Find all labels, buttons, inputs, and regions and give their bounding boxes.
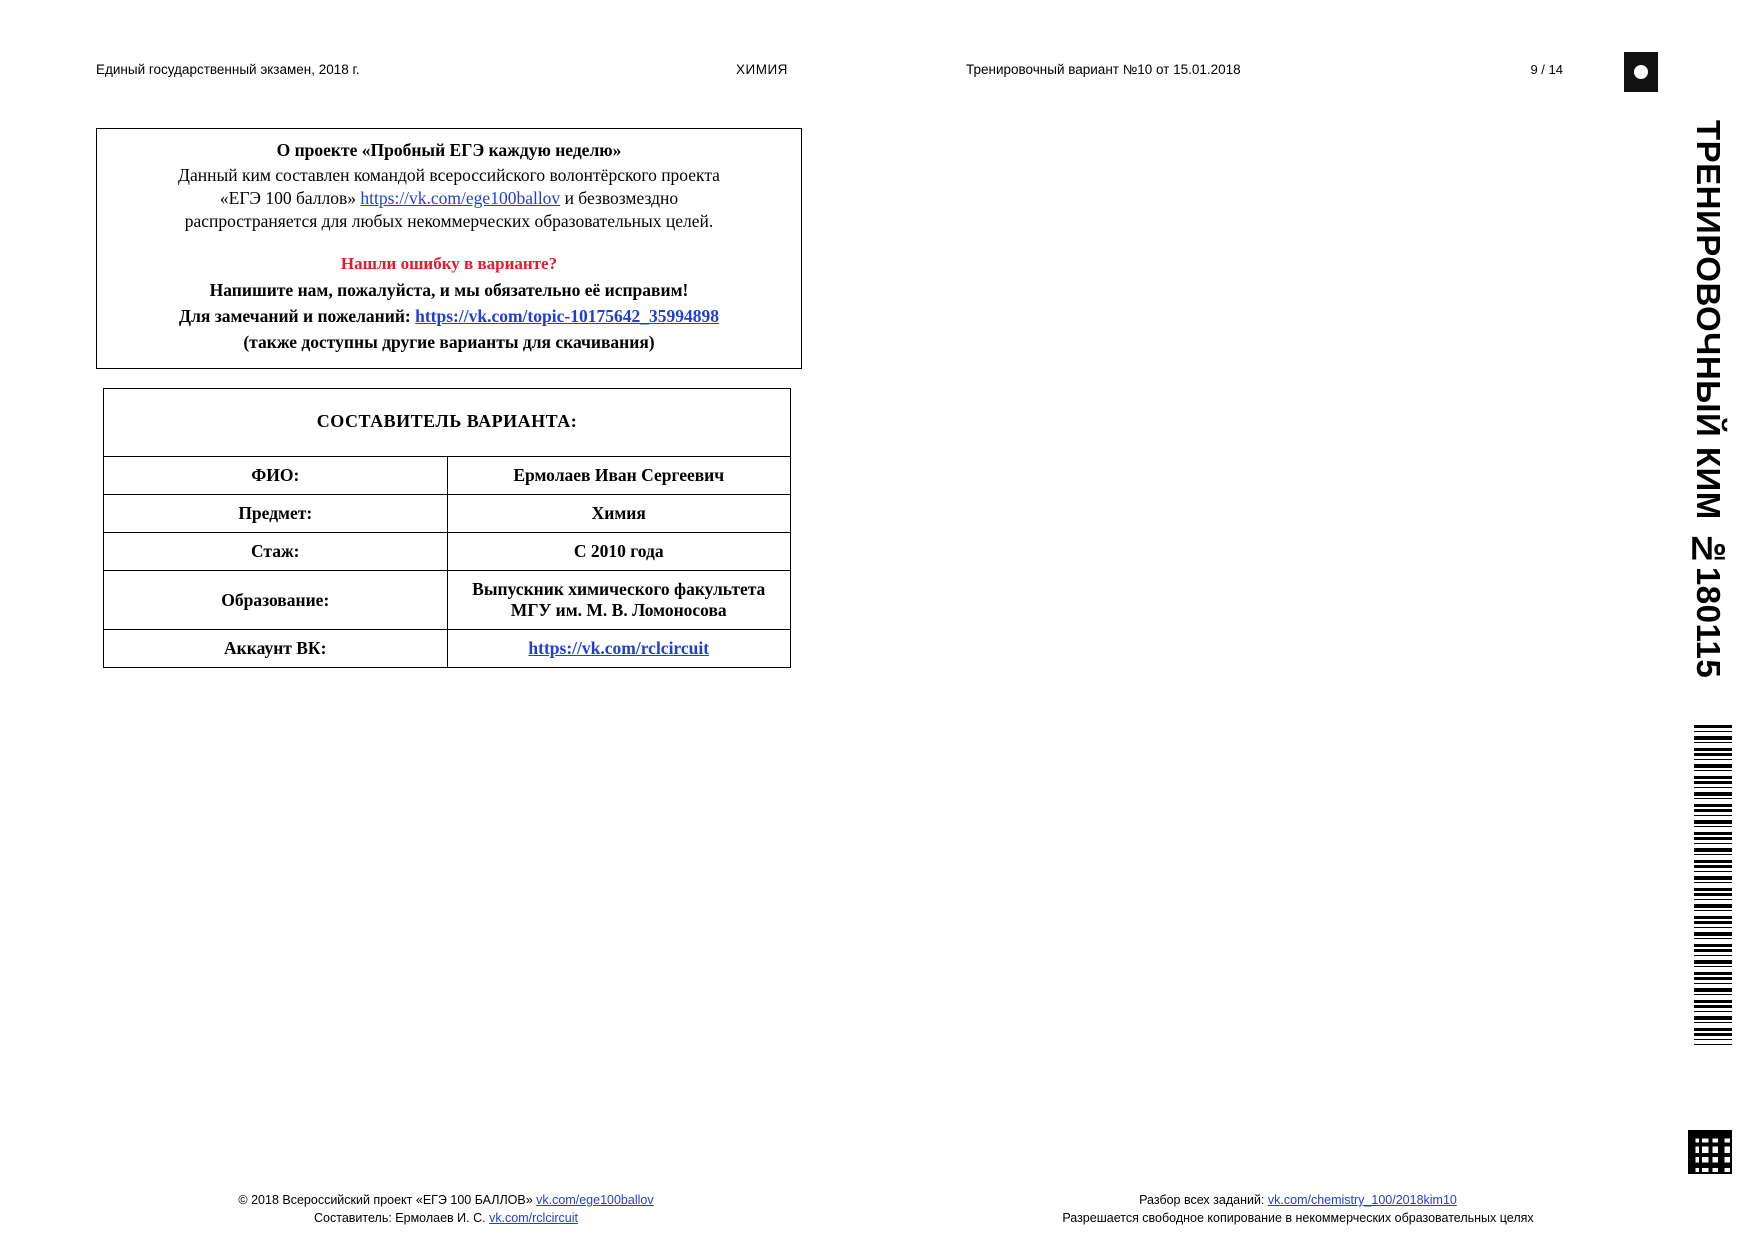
footer-author-line: [196, 1209, 696, 1227]
notice-title: О проекте «Пробный ЕГЭ каждую неделю»: [276, 140, 622, 160]
remarks-topic-link[interactable]: https://vk.com/topic-10175642_35994898: [415, 305, 719, 326]
author-education-line1: Выпускник химического факультета: [472, 579, 766, 599]
author-table-heading: СОСТАВИТЕЛЬ ВАРИАНТА:: [104, 389, 791, 457]
author-experience-value: С 2010 года: [447, 533, 791, 571]
author-education-label: Образование:: [104, 571, 448, 630]
footer-author-vk-link[interactable]: vk.com/rclcircuit: [489, 1211, 578, 1226]
header-subject: ХИМИЯ: [736, 62, 788, 77]
notice-paragraph-suffix: и безвозмездно: [560, 188, 679, 209]
footer-solutions-line: [998, 1191, 1598, 1209]
footer-solutions-text: Разбор всех заданий:: [1139, 1193, 1268, 1207]
author-vk-value: [447, 630, 791, 668]
notice-paragraph-line1: Данный ким составлен командой всероссийского волонтёрского проекта: [178, 165, 720, 186]
notice-error-title: Нашли ошибку в варианте?: [340, 254, 558, 274]
author-education-value: [447, 571, 791, 630]
barcode-icon: [1694, 725, 1732, 1045]
author-vk-label: Аккаунт ВК:: [104, 630, 448, 668]
vertical-kim-title: ТРЕНИРОВОЧНЫЙ КИМ №180115: [1690, 120, 1727, 679]
notice-also-available: (также доступны другие варианты для скачивания): [243, 332, 655, 352]
footer-copyright-line: [196, 1191, 696, 1209]
table-row: [104, 389, 791, 457]
table-row: [104, 457, 791, 495]
table-row: [104, 630, 791, 668]
project-notice-box: [96, 128, 802, 369]
footer-solutions-link[interactable]: vk.com/chemistry_100/2018kim10: [1267, 1193, 1457, 1207]
notice-paragraph-prefix: «ЕГЭ 100 баллов»: [219, 188, 361, 209]
author-experience-label: Стаж:: [104, 533, 448, 571]
notice-remarks-line: [111, 305, 787, 328]
header-variant: Тренировочный вариант №10 от 15.01.2018: [966, 62, 1241, 77]
footer-right-block: [998, 1191, 1598, 1227]
author-info-table: [103, 388, 791, 668]
notice-paragraph-line3: распространяется для любых некоммерческих образовательных целей.: [184, 211, 714, 232]
page-header: [96, 62, 1658, 84]
footer-ege100ballov-link[interactable]: vk.com/ege100ballov: [536, 1193, 654, 1207]
author-name-value: Ермолаев Иван Сергеевич: [447, 457, 791, 495]
footer-left-block: [196, 1191, 696, 1227]
footer-copy-permission: Разрешается свободное копирование в некоммерческих образовательных целях: [1062, 1211, 1534, 1226]
header-exam-label: Единый государственный экзамен, 2018 г.: [96, 62, 360, 77]
table-row: [104, 495, 791, 533]
table-row: [104, 533, 791, 571]
author-education-line2: МГУ им. М. В. Ломоносова: [510, 600, 727, 620]
author-vk-link[interactable]: https://vk.com/rclcircuit: [528, 638, 710, 658]
notice-remarks-label: Для замечаний и пожеланий:: [179, 305, 416, 326]
table-row: [104, 571, 791, 630]
author-subject-value: Химия: [447, 495, 791, 533]
notice-paragraph-line2: [111, 187, 787, 210]
footer-author-text: Составитель: Ермолаев И. С.: [314, 1211, 490, 1226]
notice-write-us: Напишите нам, пожалуйста, и мы обязательно её исправим!: [209, 279, 689, 300]
footer-copyright-text: © 2018 Всероссийский проект «ЕГЭ 100 БАЛЛОВ»: [238, 1193, 537, 1207]
ege100ballov-link[interactable]: https://vk.com/ege100ballov: [360, 188, 561, 209]
circle-logo-icon: [1624, 52, 1658, 92]
author-name-label: ФИО:: [104, 457, 448, 495]
header-page-number: 9 / 14: [1530, 62, 1563, 77]
qr-code-icon: [1688, 1130, 1732, 1174]
author-subject-label: Предмет:: [104, 495, 448, 533]
